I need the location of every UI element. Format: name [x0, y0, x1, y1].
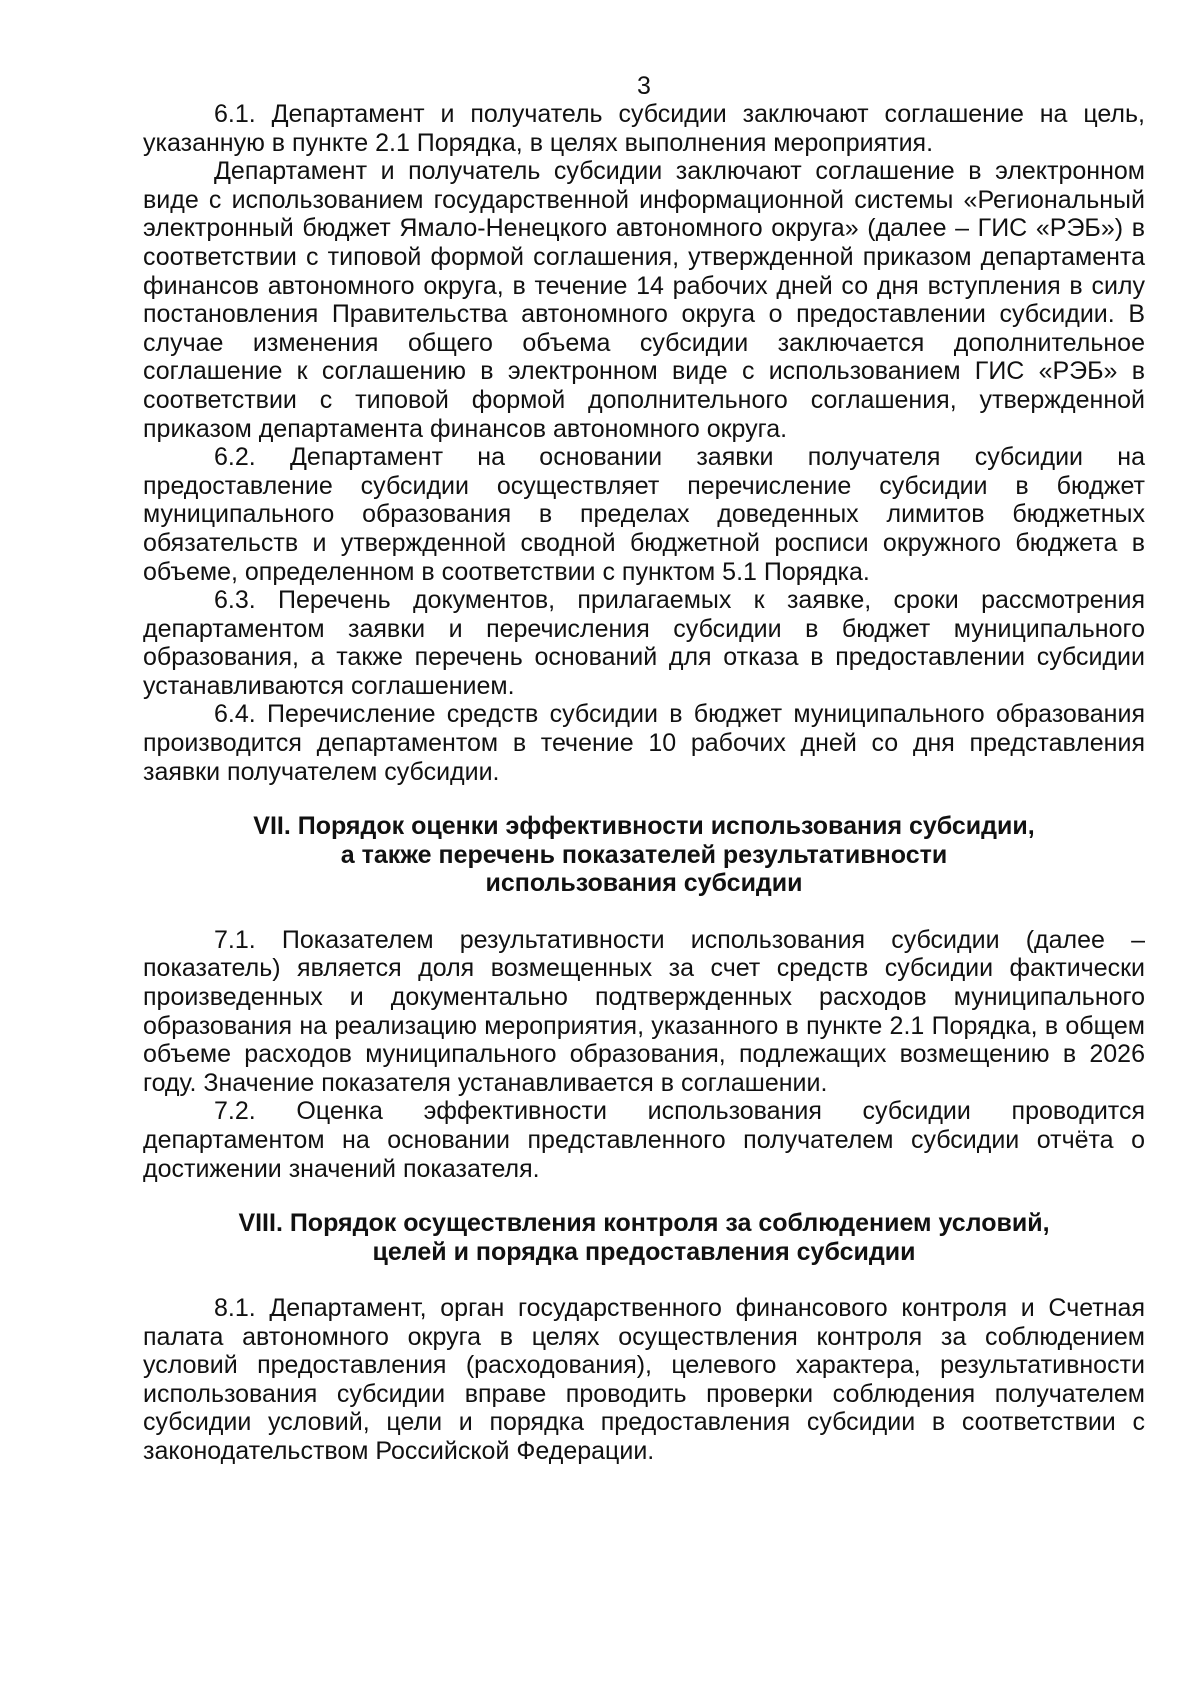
paragraph-6-3: 6.3. Перечень документов, прилагаемых к заявке, сроки рассмотрения департаментом заявки и перечисления субсидии в бюджет муниципального образования, а также перечень оснований для отказа в предоставлении субсидии устанавливаются соглашением.: [143, 586, 1145, 700]
page-number: 3: [637, 72, 651, 100]
paragraph-8-1: 8.1. Департамент, орган государственного финансового контроля и Счетная палата автономного округа в целях осуществления контроля за соблюдением условий предоставления (расходования), целевого характера, результативности использования субсидии вправе проводить проверки соблюдения получателем субсидии условий, цели и порядка предоставления субсидии в соответствии с законодательством Российской Федерации.: [143, 1294, 1145, 1466]
section-8-heading-line: VIII. Порядок осуществления контроля за соблюдением условий,: [238, 1209, 1050, 1238]
document-page: [143, 72, 1145, 1466]
section-7-heading-line: VII. Порядок оценки эффективности использования субсидии,: [253, 812, 1035, 841]
spacer: [143, 786, 1145, 812]
paragraph-6-1-agreement: Департамент и получатель субсидии заключают соглашение в электронном виде с использованием государственной информационной системы «Региональный электронный бюджет Ямало-Ненецкого автономного округа» (далее – ГИС «РЭБ») в соответствии с типовой формой соглашения, утвержденной приказом департамента финансов автономного округа, в течение 14 рабочих дней со дня вступления в силу постановления Правительства автономного округа о предоставлении субсидии. В случае изменения общего объема субсидии заключается дополнительное соглашение к соглашению в электронном виде с использованием ГИС «РЭБ» в соответствии с типовой формой дополнительного соглашения, утвержденной приказом департамента финансов автономного округа.: [143, 157, 1145, 443]
section-7-heading-line: использования субсидии: [485, 869, 803, 898]
paragraph-6-4: 6.4. Перечисление средств субсидии в бюджет муниципального образования производится департаментом в течение 10 рабочих дней со дня представления заявки получателем субсидии.: [143, 700, 1145, 786]
section-7-heading-line: а также перечень показателей результативности: [340, 840, 948, 869]
paragraph-6-1: 6.1. Департамент и получатель субсидии заключают соглашение на цель, указанную в пункте 2.1 Порядка, в целях выполнения мероприятия.: [143, 100, 1145, 157]
section-8-heading-line: целей и порядка предоставления субсидии: [372, 1237, 916, 1266]
paragraph-7-2: 7.2. Оценка эффективности использования субсидии проводится департаментом на основании представленного получателем субсидии отчёта о достижении значений показателя.: [143, 1097, 1145, 1183]
section-8-heading: [143, 1209, 1145, 1266]
paragraph-6-2: 6.2. Департамент на основании заявки получателя субсидии на предоставление субсидии осуществляет перечисление субсидии в бюджет муниципального образования в пределах доведенных лимитов бюджетных обязательств и утвержденной сводной бюджетной росписи окружного бюджета в объеме, определенном в соответствии с пунктом 5.1 Порядка.: [143, 443, 1145, 586]
paragraph-7-1: 7.1. Показателем результативности использования субсидии (далее – показатель) является доля возмещенных за счет средств субсидии фактически произведенных и документально подтвержденных расходов муниципального образования на реализацию мероприятия, указанного в пункте 2.1 Порядка, в общем объеме расходов муниципального образования, подлежащих возмещению в 2026 году. Значение показателя устанавливается в соглашении.: [143, 925, 1145, 1097]
spacer: [143, 898, 1145, 926]
section-7-heading: [143, 812, 1145, 898]
spacer: [143, 1266, 1145, 1294]
spacer: [143, 1183, 1145, 1209]
